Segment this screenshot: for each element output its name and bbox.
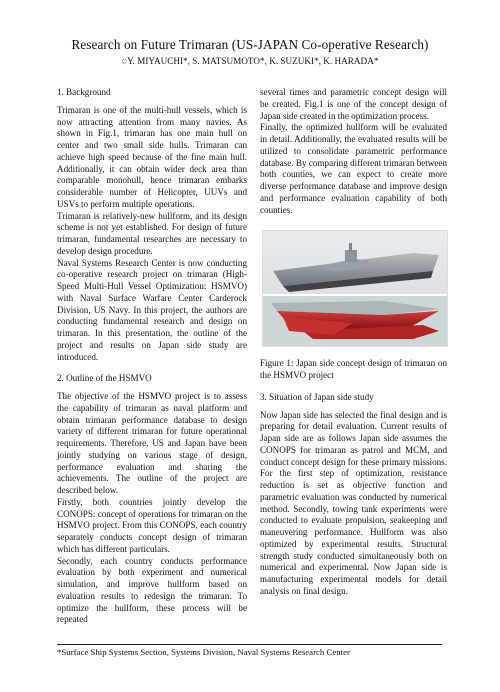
figure-trimaran-renderings	[262, 230, 448, 347]
paragraph: Naval Systems Research Center is now conducting co-operative research project on trimaran (High-Speed Multi-Hull Vessel Optimization: HSMVO) with Naval Surface Warfare Center Carderock Division, US Navy. In this project, the authors are conducting fundamental research and design on trimaran. In this presentation, the outline of the project and results on Japan side study are introduced.	[57, 257, 247, 362]
section-heading-background: 1. Background	[57, 87, 111, 97]
left-column	[57, 87, 247, 626]
figure-caption: Figure 1: Japan side concept design of trimaran on the HSMVO project	[260, 358, 447, 380]
author-list: ○Y. MIYAUCHI*, S. MATSUMOTO*, K. SUZUKI*, K. HARADA*	[121, 56, 379, 66]
paragraph: Trimaran is relatively-new hullform, and its design scheme is not yet established. For design of future trimaran, fundamental researches are necessary to develop design procedure.	[57, 210, 247, 256]
section-heading-japan-side: 3. Situation of Japan side study	[260, 391, 374, 402]
paragraph: Firstly, both countries jointly develop the CONOPS: concept of operations for trimaran on the HSMVO project. From this CONOPS, each country separately conducts concept design of trimaran which has different particulars.	[57, 496, 247, 554]
right-column	[260, 87, 447, 598]
footnote: *Surface Ship Systems Section, Systems Division, Naval Systems Research Center	[57, 647, 350, 657]
paragraph: Now Japan side has selected the final design and is preparing for detail evaluation. Current results of Japan side are as follows Japan side assumes the CONOPS for trimaran as patrol and MCM, and conduct concept design for these primary missions. For the first step of optimization, resistance reduction is set as objective function and parametric evaluation was conducted by numerical method. Secondly, towing tank experiments were conducted to evaluate propulsion, seakeeping and maneuvering performance. Hullform was also optimized by experimental results. Structural strength study conducted simultaneously both on numerical and experimental. Now Japan side is manufacturing experimental models for detail analysis on final design.	[260, 409, 447, 596]
paragraph: Secondly, each country conducts performance evaluation by both experiment and numerical simulation, and improve hullform based on evaluation results to redesign the trimaran. To optimize the hullform, these process will be repeated	[57, 555, 247, 625]
paragraph: The objective of the HSMVO project is to assess the capability of trimaran as naval platform and obtain trimaran performance database to design variety of different trimaran for future operational requirements. Therefore, US and Japan have been jointly studying on various stage of design, performance evaluation and sharing the achievements. The outline of the project are described below.	[57, 391, 247, 495]
paragraph: Trimaran is one of the multi-hull vessels, which is now attracting attention from many navies. As shown in Fig.1, trimaran has one main hull on center and two small side hulls. Trimaran can achieve high speed because of the fine main hull. Additionally, it can obtain wider deck area than comparable monohull, hence trimaran embarks considerable number of Helicopter, UUVs and USVs to perform multiple operations.	[57, 104, 247, 209]
paper-title: Research on Future Trimaran (US-JAPAN Co-operative Research)	[71, 37, 429, 52]
section-heading-outline: 2. Outline of the HSMVO	[57, 373, 152, 384]
paragraph: several times and parametric concept design will be created. Fig.1 is one of the concept design of Japan side created in the optimization process.	[260, 87, 447, 121]
footnote-divider	[57, 644, 442, 645]
paragraph: Finally, the optimized hullform will be evaluated in detail. Additionally, the evaluated results will be utilized to consolidate parametric performance database. By comparing different trimaran between both counties, we can expect to create more diverse performance database and improve design and performance evaluation capability of both counties.	[260, 122, 447, 215]
trimaran-render-image	[263, 231, 447, 346]
